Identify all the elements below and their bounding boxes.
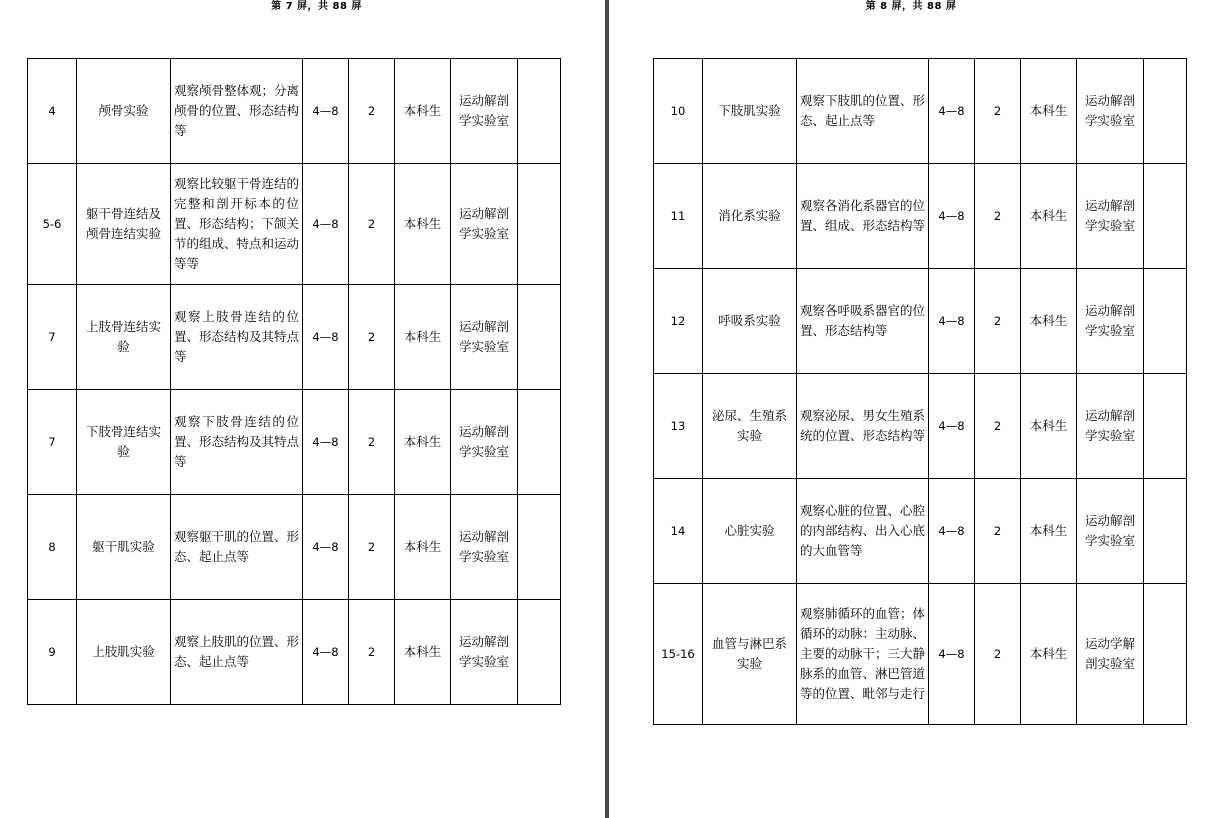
experiment-content-cell: 观察泌尿、男女生殖系统的位置、形态结构等 xyxy=(797,374,929,479)
lab-schedule-table xyxy=(27,58,561,705)
lab-room-cell: 运动解剖学实验室 xyxy=(451,164,518,285)
hours-cell: 2 xyxy=(975,269,1021,374)
row-number-cell: 13 xyxy=(654,374,703,479)
experiment-name-cell: 心脏实验 xyxy=(703,479,797,584)
student-level-cell: 本科生 xyxy=(1021,479,1077,584)
table-row xyxy=(654,269,1187,374)
weeks-cell: 4—8 xyxy=(303,59,349,164)
student-level-cell: 本科生 xyxy=(1021,59,1077,164)
experiment-name-cell: 泌尿、生殖系实验 xyxy=(703,374,797,479)
experiment-content-cell: 观察颅骨整体观；分离颅骨的位置、形态结构等 xyxy=(171,59,303,164)
lab-room-cell: 运动解剖学实验室 xyxy=(451,285,518,390)
hours-cell: 2 xyxy=(975,374,1021,479)
page-8 xyxy=(611,0,1213,818)
student-level-cell: 本科生 xyxy=(395,59,451,164)
lab-room-cell: 运动解剖学实验室 xyxy=(1077,59,1144,164)
student-level-cell: 本科生 xyxy=(1021,269,1077,374)
experiment-name-cell: 血管与淋巴系实验 xyxy=(703,584,797,725)
student-level-cell: 本科生 xyxy=(395,600,451,705)
experiment-name-cell: 上肢骨连结实验 xyxy=(77,285,171,390)
hours-cell: 2 xyxy=(975,164,1021,269)
table-row xyxy=(654,479,1187,584)
student-level-cell: 本科生 xyxy=(1021,374,1077,479)
hours-cell: 2 xyxy=(349,390,395,495)
hours-cell: 2 xyxy=(349,600,395,705)
experiment-content-cell: 观察比较躯干骨连结的完整和剖开标本的位置、形态结构；下颌关节的组成、特点和运动等等 xyxy=(171,164,303,285)
student-level-cell: 本科生 xyxy=(395,390,451,495)
table-row xyxy=(28,390,561,495)
student-level-cell: 本科生 xyxy=(395,285,451,390)
row-number-cell: 7 xyxy=(28,390,77,495)
lab-room-cell: 运动解剖学实验室 xyxy=(451,390,518,495)
weeks-cell: 4—8 xyxy=(929,164,975,269)
table-row xyxy=(28,164,561,285)
experiment-name-cell: 上肢肌实验 xyxy=(77,600,171,705)
table-row xyxy=(28,495,561,600)
experiment-content-cell: 观察各呼吸系器官的位置、形态结构等 xyxy=(797,269,929,374)
weeks-cell: 4—8 xyxy=(303,600,349,705)
weeks-cell: 4—8 xyxy=(303,285,349,390)
lab-room-cell: 运动解剖学实验室 xyxy=(1077,164,1144,269)
note-cell xyxy=(1144,164,1187,269)
note-cell xyxy=(518,164,561,285)
student-level-cell: 本科生 xyxy=(395,495,451,600)
lab-room-cell: 运动解剖学实验室 xyxy=(1077,374,1144,479)
table-row xyxy=(28,285,561,390)
student-level-cell: 本科生 xyxy=(395,164,451,285)
row-number-cell: 14 xyxy=(654,479,703,584)
row-number-cell: 10 xyxy=(654,59,703,164)
row-number-cell: 8 xyxy=(28,495,77,600)
table-row xyxy=(654,584,1187,725)
note-cell xyxy=(518,59,561,164)
experiment-name-cell: 消化系实验 xyxy=(703,164,797,269)
lab-schedule-table xyxy=(653,58,1187,725)
student-level-cell: 本科生 xyxy=(1021,164,1077,269)
student-level-cell: 本科生 xyxy=(1021,584,1077,725)
note-cell xyxy=(1144,479,1187,584)
table-row xyxy=(28,600,561,705)
page-divider xyxy=(603,0,611,818)
experiment-content-cell: 观察上肢肌的位置、形态、起止点等 xyxy=(171,600,303,705)
experiment-name-cell: 躯干骨连结及颅骨连结实验 xyxy=(77,164,171,285)
weeks-cell: 4—8 xyxy=(303,495,349,600)
experiment-name-cell: 躯干肌实验 xyxy=(77,495,171,600)
weeks-cell: 4—8 xyxy=(929,479,975,584)
row-number-cell: 11 xyxy=(654,164,703,269)
hours-cell: 2 xyxy=(975,59,1021,164)
table-row xyxy=(654,374,1187,479)
weeks-cell: 4—8 xyxy=(929,269,975,374)
note-cell xyxy=(1144,584,1187,725)
table-row xyxy=(28,59,561,164)
weeks-cell: 4—8 xyxy=(303,390,349,495)
note-cell xyxy=(1144,59,1187,164)
page-header: 第 7 屏，共 88 屏 xyxy=(271,1,362,12)
lab-room-cell: 运动解剖学实验室 xyxy=(451,59,518,164)
experiment-content-cell: 观察心脏的位置、心腔的内部结构、出入心底的大血管等 xyxy=(797,479,929,584)
lab-room-cell: 运动解剖学实验室 xyxy=(1077,269,1144,374)
hours-cell: 2 xyxy=(975,584,1021,725)
experiment-name-cell: 下肢骨连结实验 xyxy=(77,390,171,495)
note-cell xyxy=(1144,374,1187,479)
row-number-cell: 12 xyxy=(654,269,703,374)
experiment-name-cell: 颅骨实验 xyxy=(77,59,171,164)
experiment-content-cell: 观察肺循环的血管；体循环的动脉：主动脉、主要的动脉干；三大静脉系的血管、淋巴管道等的位置、毗邻与走行 xyxy=(797,584,929,725)
page-7 xyxy=(0,0,603,818)
page-header: 第 8 屏，共 88 屏 xyxy=(865,1,957,12)
row-number-cell: 5-6 xyxy=(28,164,77,285)
table-row xyxy=(654,59,1187,164)
experiment-content-cell: 观察躯干肌的位置、形态、起止点等 xyxy=(171,495,303,600)
hours-cell: 2 xyxy=(349,495,395,600)
weeks-cell: 4—8 xyxy=(929,59,975,164)
lab-room-cell: 运动解剖学实验室 xyxy=(451,495,518,600)
hours-cell: 2 xyxy=(975,479,1021,584)
experiment-content-cell: 观察下肢肌的位置、形态、起止点等 xyxy=(797,59,929,164)
hours-cell: 2 xyxy=(349,59,395,164)
experiment-name-cell: 呼吸系实验 xyxy=(703,269,797,374)
note-cell xyxy=(518,285,561,390)
weeks-cell: 4—8 xyxy=(303,164,349,285)
row-number-cell: 15-16 xyxy=(654,584,703,725)
note-cell xyxy=(518,390,561,495)
lab-room-cell: 运动解剖学实验室 xyxy=(451,600,518,705)
experiment-content-cell: 观察下肢骨连结的位置、形态结构及其特点等 xyxy=(171,390,303,495)
lab-room-cell: 运动学解剖实验室 xyxy=(1077,584,1144,725)
experiment-content-cell: 观察各消化系器官的位置、组成、形态结构等 xyxy=(797,164,929,269)
row-number-cell: 9 xyxy=(28,600,77,705)
table-row xyxy=(654,164,1187,269)
note-cell xyxy=(518,600,561,705)
experiment-content-cell: 观察上肢骨连结的位置、形态结构及其特点等 xyxy=(171,285,303,390)
note-cell xyxy=(1144,269,1187,374)
experiment-name-cell: 下肢肌实验 xyxy=(703,59,797,164)
hours-cell: 2 xyxy=(349,164,395,285)
weeks-cell: 4—8 xyxy=(929,374,975,479)
lab-room-cell: 运动解剖学实验室 xyxy=(1077,479,1144,584)
row-number-cell: 7 xyxy=(28,285,77,390)
hours-cell: 2 xyxy=(349,285,395,390)
weeks-cell: 4—8 xyxy=(929,584,975,725)
row-number-cell: 4 xyxy=(28,59,77,164)
note-cell xyxy=(518,495,561,600)
